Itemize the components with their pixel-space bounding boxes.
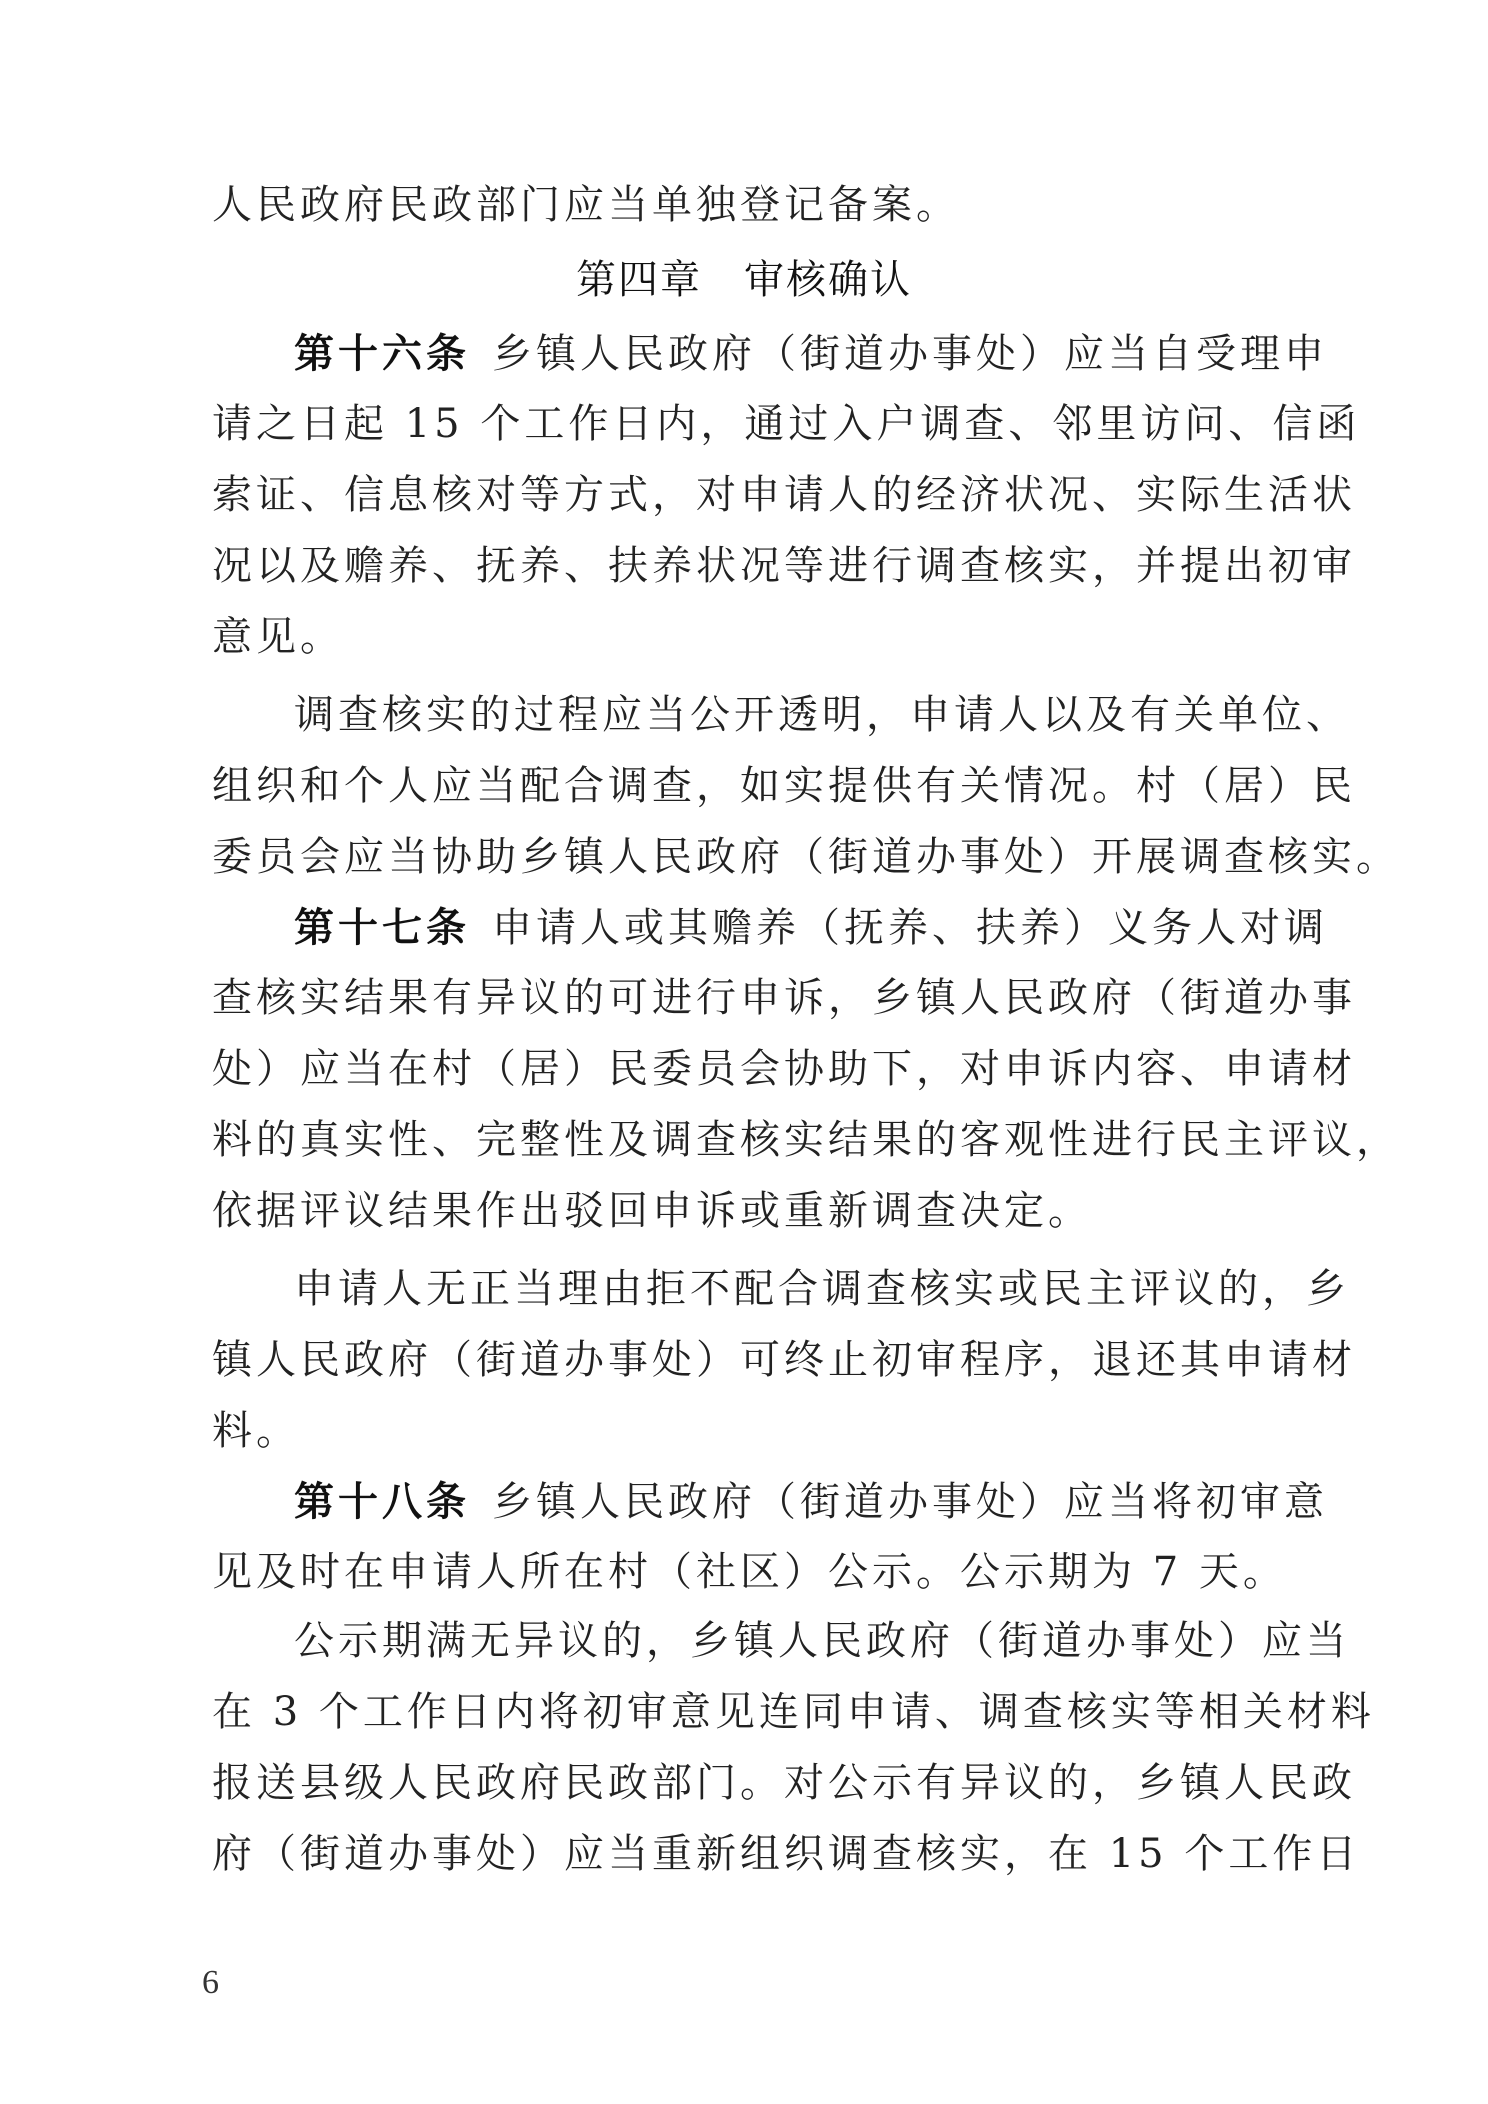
- text-line: 况以及赡养、抚养、扶养状况等进行调查核实，并提出初审: [212, 543, 1356, 589]
- text-line: 依据评议结果作出驳回申诉或重新调查决定。: [212, 1188, 1092, 1234]
- text-line: 在 3 个工作日内将初审意见连同申请、调查核实等相关材料: [212, 1689, 1375, 1735]
- paragraph-publicity: [212, 1606, 1375, 1890]
- text-line: 料的真实性、完整性及调查核实结果的客观性进行民主评议，: [212, 1117, 1400, 1163]
- text-line: 镇人民政府（街道办事处）可终止初审程序，退还其申请材: [212, 1337, 1356, 1383]
- article-label: 第十六条: [294, 330, 470, 377]
- text-line: 意见。: [212, 614, 344, 660]
- text-line: 调查核实的过程应当公开透明，申请人以及有关单位、: [294, 692, 1350, 738]
- chapter-title: 第四章 审核确认: [576, 257, 912, 303]
- text-line: 府（街道办事处）应当重新组织调查核实，在 15 个工作日: [212, 1831, 1361, 1877]
- text-line: 请之日起 15 个工作日内，通过入户调查、邻里访问、信函: [212, 401, 1361, 447]
- article-17: [212, 892, 1400, 1247]
- article-18: [212, 1466, 1328, 1608]
- text-line: 人民政府民政部门应当单独登记备案。: [212, 182, 960, 228]
- article-label: 第十八条: [294, 1478, 470, 1525]
- page-number: 6: [202, 1964, 219, 2001]
- text-line: 处）应当在村（居）民委员会协助下，对申诉内容、申请材: [212, 1046, 1356, 1092]
- text-line: 料。: [212, 1408, 300, 1454]
- article-text: 乡镇人民政府（街道办事处）应当将初审意: [492, 1479, 1328, 1525]
- paragraph-investigation: [212, 680, 1400, 893]
- text-line: [212, 892, 1328, 963]
- text-line: 索证、信息核对等方式，对申请人的经济状况、实际生活状: [212, 472, 1356, 518]
- text-line: 委员会应当协助乡镇人民政府（街道办事处）开展调查核实。: [212, 834, 1400, 880]
- text-line: 查核实结果有异议的可进行申诉，乡镇人民政府（街道办事: [212, 975, 1356, 1021]
- opening-paragraph: [212, 170, 1282, 241]
- text-line: 见及时在申请人所在村（社区）公示。公示期为 7 天。: [212, 1549, 1287, 1595]
- article-text: 乡镇人民政府（街道办事处）应当自受理申: [492, 331, 1328, 377]
- text-line: 报送县级人民政府民政部门。对公示有异议的，乡镇人民政: [212, 1760, 1356, 1806]
- article-text: 申请人或其赡养（抚养、扶养）义务人对调: [492, 905, 1328, 951]
- paragraph-termination: [212, 1254, 1356, 1467]
- article-label: 第十七条: [294, 904, 470, 951]
- text-line: 组织和个人应当配合调查，如实提供有关情况。村（居）民: [212, 763, 1356, 809]
- article-16: [212, 318, 1361, 673]
- text-line: [212, 318, 1328, 389]
- text-line: 公示期满无异议的，乡镇人民政府（街道办事处）应当: [294, 1618, 1350, 1664]
- text-line: 申请人无正当理由拒不配合调查核实或民主评议的，乡: [294, 1266, 1350, 1312]
- text-line: [212, 1466, 1328, 1537]
